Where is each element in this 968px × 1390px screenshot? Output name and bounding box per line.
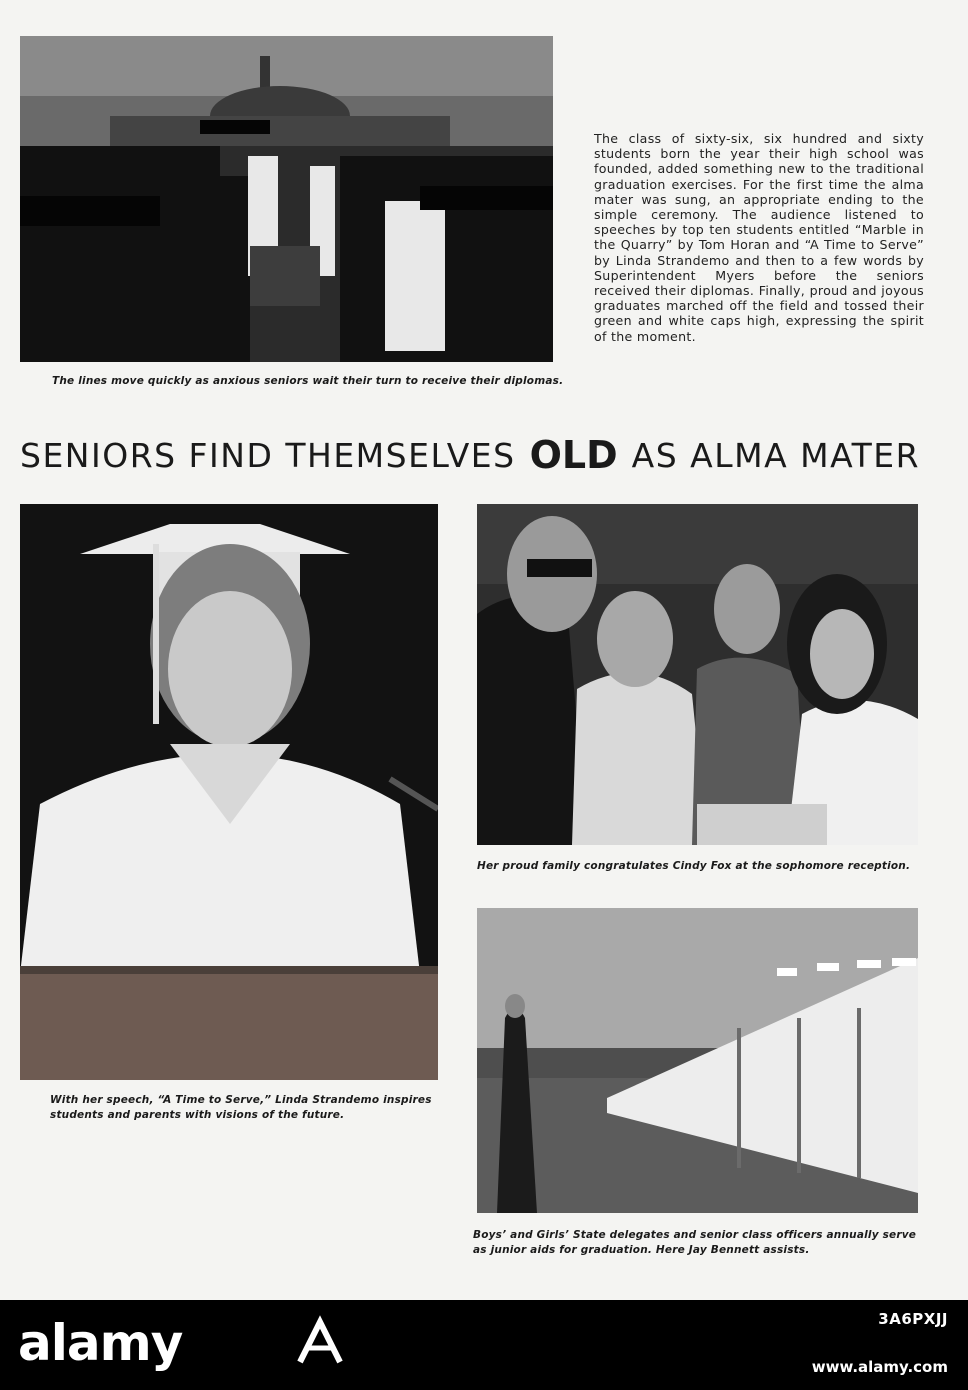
site-url: www.alamy.com [811,1358,948,1376]
alamy-a-icon [290,1312,350,1376]
photo-graduates-field [477,908,918,1213]
image-id: 3A6PXJJ [878,1310,948,1328]
photo-family-congratulations [477,504,918,845]
headline-part2: AS ALMA MATER [631,435,921,475]
photo-graduation-lines [20,36,553,362]
caption-top-photo: The lines move quickly as anxious seniors wait their turn to receive their diplomas. [52,375,564,387]
alamy-logo: alamy [18,1314,183,1372]
photo-linda-strandemo [20,504,438,1080]
page-headline [20,430,930,480]
headline-part1: SENIORS FIND THEMSELVES [20,435,516,475]
article-paragraph: The class of sixty-six, six hundred and sixty students born the year their high school was founded, added something new to the traditional graduation exercises. For the first time the alma mater was sung, an appropriate ending to the simple ceremony. The audience listened to speeches by top ten students entitled “Marble in the Quarry” by Tom Horan and “A Time to Serve” by Linda Strandemo and then to a few words by Superintendent Myers before the seniors received their diplomas. Finally, proud and joyous graduates marched off the field and tossed their green and white caps high, expressing the spirit of the moment. [594,131,924,344]
headline-old: OLD [529,433,618,477]
caption-right-top-photo: Her proud family congratulates Cindy Fox at the sophomore reception. [477,860,911,872]
caption-left-photo: With her speech, “A Time to Serve,” Linda Strandemo inspires students and parents with visions of the future. [50,1094,432,1121]
caption-right-bottom-photo: Boys’ and Girls’ State delegates and senior class officers annually serve as junior aids for graduation. Here Jay Bennett assists. [473,1229,917,1256]
